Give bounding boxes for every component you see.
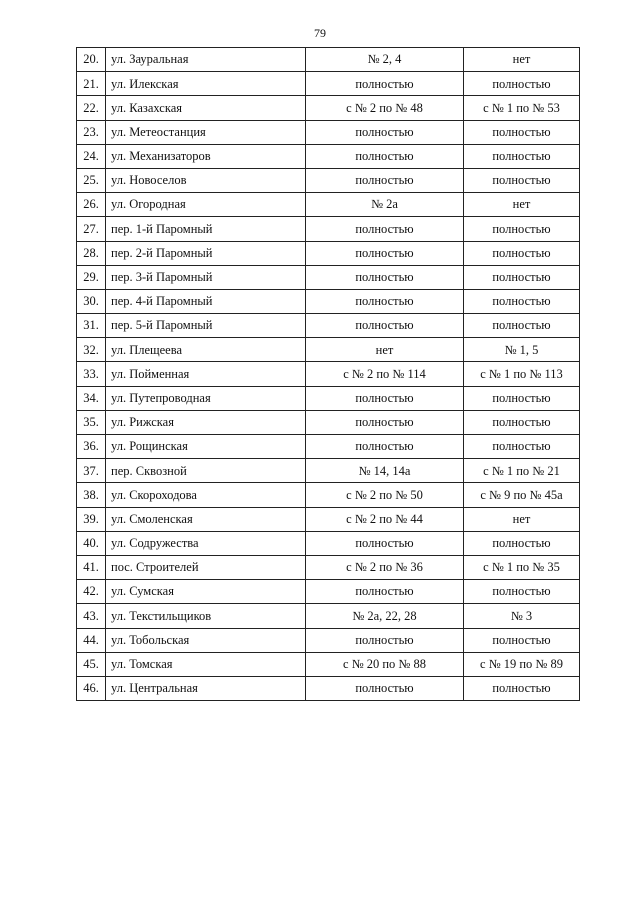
even-houses-cell: полностью [306,289,464,313]
table-row [77,580,580,604]
odd-houses-cell: полностью [464,241,580,265]
street-name-cell: ул. Скороходова [106,483,306,507]
row-number-cell: 42. [77,580,106,604]
street-name-cell: ул. Путепроводная [106,386,306,410]
odd-houses-cell: полностью [464,435,580,459]
table-row [77,459,580,483]
even-houses-cell: с № 2 по № 36 [306,555,464,579]
even-houses-cell: полностью [306,217,464,241]
row-number-cell: 31. [77,314,106,338]
odd-houses-cell: полностью [464,386,580,410]
odd-houses-cell: полностью [464,628,580,652]
odd-houses-cell: с № 19 по № 89 [464,652,580,676]
row-number-cell: 28. [77,241,106,265]
street-name-cell: ул. Огородная [106,193,306,217]
street-name-cell: ул. Текстильщиков [106,604,306,628]
row-number-cell: 40. [77,531,106,555]
row-number-cell: 24. [77,144,106,168]
row-number-cell: 36. [77,435,106,459]
row-number-cell: 37. [77,459,106,483]
street-name-cell: ул. Новоселов [106,168,306,192]
odd-houses-cell: полностью [464,531,580,555]
street-name-cell: ул. Пойменная [106,362,306,386]
row-number-cell: 41. [77,555,106,579]
even-houses-cell: с № 2 по № 114 [306,362,464,386]
street-name-cell: ул. Метеостанция [106,120,306,144]
street-name-cell: ул. Смоленская [106,507,306,531]
table-row [77,72,580,96]
even-houses-cell: полностью [306,120,464,144]
even-houses-cell: нет [306,338,464,362]
table-row [77,217,580,241]
row-number-cell: 23. [77,120,106,144]
even-houses-cell: полностью [306,72,464,96]
table-row [77,338,580,362]
street-name-cell: пер. 1-й Паромный [106,217,306,241]
even-houses-cell: № 14, 14а [306,459,464,483]
table-row [77,168,580,192]
odd-houses-cell: с № 1 по № 35 [464,555,580,579]
street-name-cell: ул. Сумская [106,580,306,604]
street-name-cell: пер. 4-й Паромный [106,289,306,313]
odd-houses-cell: с № 1 по № 113 [464,362,580,386]
odd-houses-cell: полностью [464,580,580,604]
odd-houses-cell: с № 1 по № 53 [464,96,580,120]
row-number-cell: 39. [77,507,106,531]
odd-houses-cell: полностью [464,120,580,144]
even-houses-cell: с № 20 по № 88 [306,652,464,676]
odd-houses-cell: полностью [464,410,580,434]
row-number-cell: 29. [77,265,106,289]
even-houses-cell: полностью [306,241,464,265]
odd-houses-cell: нет [464,507,580,531]
row-number-cell: 30. [77,289,106,313]
even-houses-cell: полностью [306,168,464,192]
street-name-cell: пос. Строителей [106,555,306,579]
table-row [77,555,580,579]
row-number-cell: 38. [77,483,106,507]
even-houses-cell: полностью [306,628,464,652]
row-number-cell: 33. [77,362,106,386]
table-row [77,676,580,700]
streets-table-body [77,48,580,701]
even-houses-cell: № 2а, 22, 28 [306,604,464,628]
even-houses-cell: с № 2 по № 44 [306,507,464,531]
row-number-cell: 44. [77,628,106,652]
odd-houses-cell: с № 1 по № 21 [464,459,580,483]
table-row [77,652,580,676]
even-houses-cell: полностью [306,410,464,434]
page-number: 79 [314,26,326,40]
street-name-cell: ул. Томская [106,652,306,676]
row-number-cell: 32. [77,338,106,362]
even-houses-cell: с № 2 по № 48 [306,96,464,120]
street-name-cell: ул. Илекская [106,72,306,96]
even-houses-cell: № 2а [306,193,464,217]
table-row [77,241,580,265]
street-name-cell: пер. 5-й Паромный [106,314,306,338]
street-name-cell: ул. Тобольская [106,628,306,652]
table-row [77,289,580,313]
street-name-cell: ул. Механизаторов [106,144,306,168]
street-name-cell: ул. Казахская [106,96,306,120]
even-houses-cell: полностью [306,265,464,289]
odd-houses-cell: полностью [464,265,580,289]
odd-houses-cell: полностью [464,217,580,241]
table-row [77,386,580,410]
odd-houses-cell: полностью [464,144,580,168]
table-row [77,265,580,289]
row-number-cell: 25. [77,168,106,192]
table-row [77,628,580,652]
odd-houses-cell: полностью [464,676,580,700]
odd-houses-cell: полностью [464,289,580,313]
row-number-cell: 46. [77,676,106,700]
table-row [77,120,580,144]
table-row [77,483,580,507]
street-name-cell: ул. Содружества [106,531,306,555]
table-row [77,410,580,434]
even-houses-cell: № 2, 4 [306,48,464,72]
even-houses-cell: полностью [306,580,464,604]
odd-houses-cell: № 3 [464,604,580,628]
street-name-cell: пер. 2-й Паромный [106,241,306,265]
even-houses-cell: полностью [306,314,464,338]
odd-houses-cell: полностью [464,168,580,192]
table-row [77,507,580,531]
even-houses-cell: полностью [306,531,464,555]
table-row [77,48,580,72]
street-name-cell: ул. Плещеева [106,338,306,362]
street-name-cell: ул. Центральная [106,676,306,700]
street-name-cell: пер. 3-й Паромный [106,265,306,289]
odd-houses-cell: № 1, 5 [464,338,580,362]
odd-houses-cell: полностью [464,72,580,96]
even-houses-cell: полностью [306,386,464,410]
street-name-cell: ул. Зауральная [106,48,306,72]
row-number-cell: 35. [77,410,106,434]
row-number-cell: 21. [77,72,106,96]
even-houses-cell: полностью [306,435,464,459]
table-row [77,144,580,168]
table-row [77,531,580,555]
street-name-cell: ул. Рижская [106,410,306,434]
odd-houses-cell: нет [464,193,580,217]
even-houses-cell: полностью [306,144,464,168]
table-row [77,362,580,386]
row-number-cell: 45. [77,652,106,676]
odd-houses-cell: полностью [464,314,580,338]
row-number-cell: 27. [77,217,106,241]
street-name-cell: ул. Рощинская [106,435,306,459]
row-number-cell: 34. [77,386,106,410]
row-number-cell: 20. [77,48,106,72]
even-houses-cell: с № 2 по № 50 [306,483,464,507]
odd-houses-cell: с № 9 по № 45а [464,483,580,507]
even-houses-cell: полностью [306,676,464,700]
table-row [77,193,580,217]
row-number-cell: 22. [77,96,106,120]
table-row [77,96,580,120]
street-name-cell: пер. Сквозной [106,459,306,483]
row-number-cell: 26. [77,193,106,217]
table-row [77,314,580,338]
streets-table [76,47,580,701]
odd-houses-cell: нет [464,48,580,72]
table-row [77,435,580,459]
table-row [77,604,580,628]
row-number-cell: 43. [77,604,106,628]
